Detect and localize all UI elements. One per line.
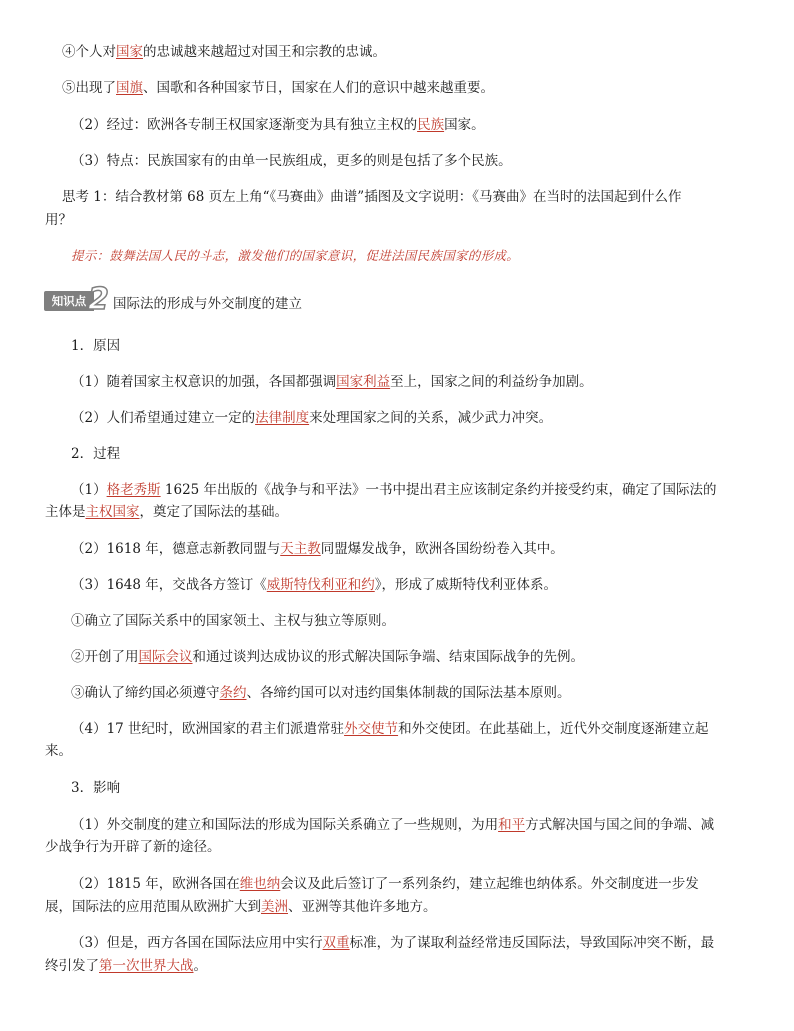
text-line: [71, 815, 714, 835]
text: 的忠诚越来越超过对国王和宗教的忠诚。: [143, 44, 386, 60]
key-term: 天主教: [280, 541, 321, 557]
text: 终引发了: [45, 958, 99, 974]
text-line: [71, 372, 593, 392]
text: （3）特点：民族国家有的由单一民族组成，更多的则是包括了多个民族。: [71, 153, 512, 169]
heading-line: [71, 444, 120, 464]
heading-line: [71, 778, 120, 798]
text-line: [71, 539, 564, 559]
question-line: [62, 187, 681, 207]
key-term: 格老秀斯: [106, 482, 161, 498]
text: 国家。: [444, 117, 485, 133]
text-line: [62, 42, 386, 62]
text-line: [71, 151, 512, 171]
text-line: [71, 611, 395, 631]
key-term: 国旗: [116, 80, 143, 96]
text: 、国歌和各种国家节日，国家在人们的意识中越来越重要。: [143, 80, 494, 96]
text-line: [62, 78, 494, 98]
text: 来。: [45, 743, 72, 759]
key-term: 外交使节: [344, 721, 399, 737]
key-term: 条约: [219, 685, 247, 701]
text-line: [71, 647, 584, 667]
key-term: 法律制度: [255, 410, 310, 426]
text: 1625 年出版的《战争与和平法》一书中提出君主应该制定条约并接受约束，确定了国际法的: [160, 482, 717, 498]
text-line: [71, 719, 709, 739]
text-line: [71, 874, 699, 894]
text: 。: [193, 958, 207, 974]
text: ，奠定了国际法的基础。: [139, 504, 288, 520]
text: 少战争行为开辟了新的途径。: [45, 839, 221, 855]
text-line: [45, 897, 437, 917]
text: ④个人对: [62, 44, 116, 60]
text: 和通过谈判达成协议的形式解决国际争端、结束国际战争的先例。: [192, 649, 584, 665]
key-term: 主权国家: [85, 504, 140, 520]
text: 主体是: [45, 504, 86, 520]
text: 思考 1：结合教材第 68 页左上角“《马赛曲》曲谱”插图及文字说明：《马赛曲》在当时的法国起到什么作: [62, 189, 682, 205]
text: 标准，为了谋取利益经常违反国际法，导致国际冲突不断，最: [349, 935, 715, 951]
text: 同盟爆发战争，欧洲各国纷纷卷入其中。: [320, 541, 564, 557]
key-term: 民族: [417, 117, 445, 133]
text: （2）1815 年，欧洲各国在: [71, 876, 240, 892]
text: ①确立了国际关系中的国家领土、主权与独立等原则。: [71, 613, 395, 629]
knowledge-point-badge: 知识点: [44, 291, 94, 311]
text: 会议及此后签订了一系列条约，建立起维也纳体系。外交制度进一步发: [280, 876, 699, 892]
text: ③确认了缔约国必须遵守: [71, 685, 220, 701]
text: （1）随着国家主权意识的加强，各国都强调: [71, 374, 337, 390]
text-line: [45, 502, 288, 522]
knowledge-point-number: 2: [88, 282, 109, 317]
key-term: 维也纳: [239, 876, 281, 892]
key-term: 国际会议: [138, 649, 193, 665]
text-line: [45, 741, 72, 761]
key-term: 国家利益: [336, 374, 391, 390]
text: 用？: [45, 212, 72, 228]
key-term: 第一次世界大战: [99, 958, 194, 974]
section-title: 国际法的形成与外交制度的建立: [113, 296, 302, 312]
text-line: [71, 683, 571, 703]
text-line: [71, 408, 552, 428]
text: （2）人们希望通过建立一定的: [71, 410, 256, 426]
text-line: [71, 933, 714, 953]
text: 方式解决国与国之间的争端、减: [525, 817, 715, 833]
text: ②开创了用: [71, 649, 139, 665]
knowledge-point-header: [44, 282, 304, 317]
text-line: [71, 480, 717, 500]
text: （2）1618 年，德意志新教同盟与: [71, 541, 281, 557]
text: （3）但是，西方各国在国际法应用中实行: [71, 935, 323, 951]
text: 、亚洲等其他许多地方。: [288, 899, 437, 915]
key-term: 美洲: [261, 899, 288, 915]
text: 展，国际法的应用范围从欧洲扩大到: [45, 899, 261, 915]
text-line: [45, 956, 207, 976]
key-term: 和平: [498, 817, 526, 833]
text: 3．影响: [71, 780, 121, 796]
text: 》，形成了威斯特伐利亚体系。: [374, 577, 557, 593]
text: 、各缔约国可以对违约国集体制裁的国际法基本原则。: [246, 685, 571, 701]
text: 2．过程: [71, 446, 121, 462]
text: （2）经过：欧洲各专制王权国家逐渐变为具有独立主权的: [71, 117, 418, 133]
key-term: 国家: [116, 44, 143, 60]
text: （4）17 世纪时，欧洲国家的君主们派遣常驻: [71, 721, 345, 737]
key-term: 威斯特伐利亚和约: [266, 577, 375, 593]
key-term: 双重: [322, 935, 350, 951]
text-line: [45, 837, 221, 857]
text: （1）外交制度的建立和国际法的形成为国际关系确立了一些规则，为用: [71, 817, 499, 833]
question-line: [45, 210, 72, 230]
text-line: [71, 115, 485, 135]
text: （1）: [71, 482, 107, 498]
hint-text: 提示：鼓舞法国人民的斗志，激发他们的国家意识，促进法国民族国家的形成。: [71, 248, 520, 263]
text: 1．原因: [71, 338, 121, 354]
text: 来处理国家之间的关系，减少武力冲突。: [309, 410, 553, 426]
text: 和外交使团。在此基础上，近代外交制度逐渐建立起: [398, 721, 709, 737]
text: 至上，国家之间的利益纷争加剧。: [390, 374, 593, 390]
text: （3）1648 年，交战各方签订《: [71, 577, 267, 593]
text: ⑤出现了: [62, 80, 116, 96]
heading-line: [71, 336, 120, 356]
text-line: [71, 575, 557, 595]
